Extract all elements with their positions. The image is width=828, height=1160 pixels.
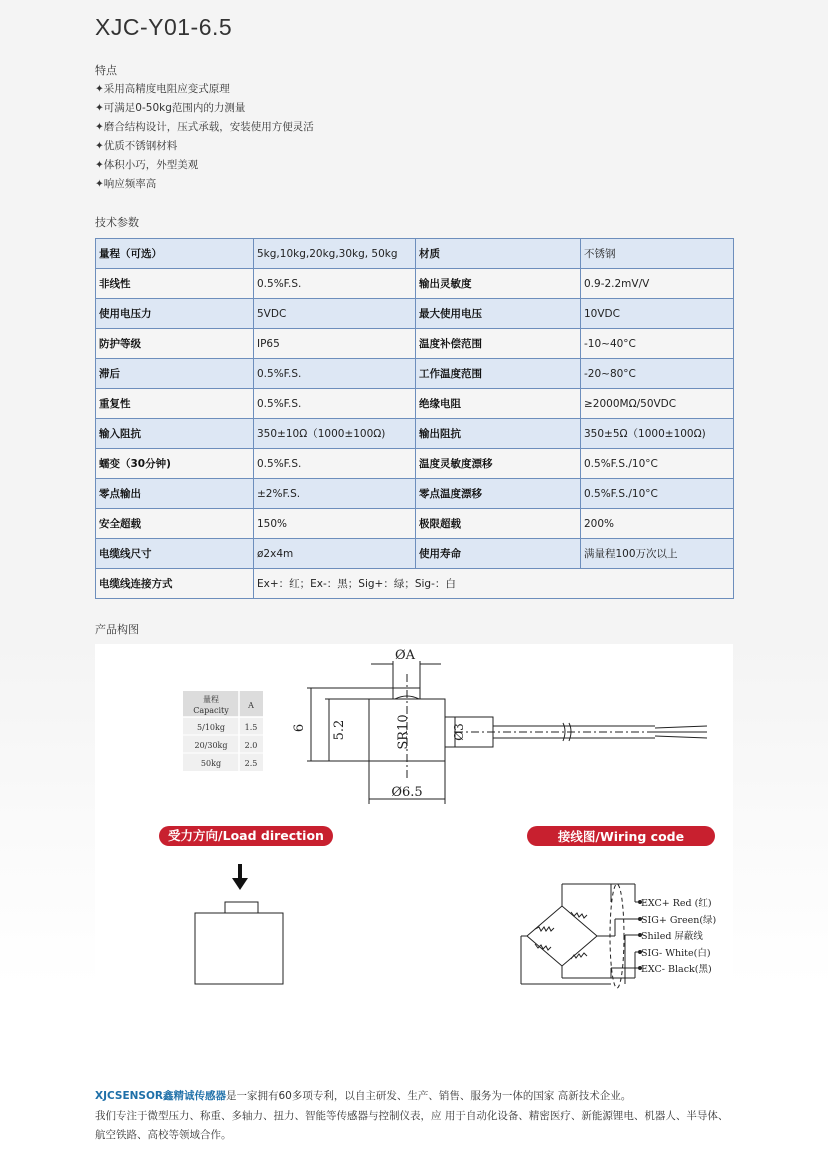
load-arrow-icon [232, 864, 248, 890]
capacity-cell: 5/10kg [197, 723, 225, 732]
spec-value: ø2x4m [254, 539, 416, 569]
intro-text-2: 我们专注于微型压力、称重、多轴力、扭力、智能等传感器与控制仪表，应 用于自动化设备、精密医疗、新能源锂电、机器人、半导体、航空铁路、高校等领域合作。 [95, 1109, 729, 1141]
capacity-cell: 2.0 [244, 741, 258, 750]
table-row [96, 509, 734, 539]
table-row [96, 269, 734, 299]
specs-heading: 技术参数 [95, 216, 139, 229]
spec-value: 0.5%F.S. [254, 449, 416, 479]
spec-key: 零点输出 [96, 479, 254, 509]
spec-value: 150% [254, 509, 416, 539]
spec-value: 0.9-2.2mV/V [581, 269, 734, 299]
wire-label: EXC+ Red (红) [641, 898, 712, 909]
spec-value: 350±5Ω（1000±100Ω) [581, 419, 734, 449]
spec-key: 绝缘电阻 [416, 389, 581, 419]
spec-key: 滞后 [96, 359, 254, 389]
spec-value: 不锈钢 [581, 239, 734, 269]
bridge-circuit [521, 884, 642, 988]
spec-key: 零点温度漂移 [416, 479, 581, 509]
feature-item: ✦响应频率高 [95, 178, 157, 190]
spec-value: 0.5%F.S. [254, 359, 416, 389]
spec-key: 最大使用电压 [416, 299, 581, 329]
wire-label: Shiled 屏蔽线 [641, 931, 703, 942]
capacity-header-a: A [248, 701, 254, 710]
table-row [96, 239, 734, 269]
table-row [96, 329, 734, 359]
capacity-cell: 20/30kg [194, 741, 228, 750]
table-row [96, 479, 734, 509]
wire-label: SIG+ Green(绿) [641, 915, 717, 926]
intro-line-1 [95, 1087, 735, 1107]
spec-key: 防护等级 [96, 329, 254, 359]
load-direction-banner [159, 826, 333, 846]
dim-dia-a: ØA [395, 648, 416, 663]
spec-key: 非线性 [96, 269, 254, 299]
table-row [96, 449, 734, 479]
spec-key: 重复性 [96, 389, 254, 419]
feature-item: ✦优质不锈钢材料 [95, 140, 178, 152]
wiring-code-label: 接线图/Wiring code [557, 829, 685, 844]
table-row [96, 299, 734, 329]
wiring-code-banner [527, 826, 715, 846]
spec-value: ≥2000MΩ/50VDC [581, 389, 734, 419]
product-drawing [95, 644, 733, 1000]
spec-key: 极限超载 [416, 509, 581, 539]
spec-key: 输出阻抗 [416, 419, 581, 449]
spec-key: 温度灵敏度漂移 [416, 449, 581, 479]
spec-value: 0.5%F.S. [254, 269, 416, 299]
spec-value: 0.5%F.S./10°C [581, 449, 734, 479]
feature-item: ✦磨合结构设计，压式承载，安装使用方便灵活 [95, 121, 314, 133]
spec-value: 0.5%F.S./10°C [581, 479, 734, 509]
table-row [96, 389, 734, 419]
capacity-header-en: Capacity [193, 706, 229, 715]
dim-radius: SR10 [396, 714, 411, 750]
spec-value: 5VDC [254, 299, 416, 329]
spec-key: 蠕变（30分钟) [96, 449, 254, 479]
features-list [95, 80, 314, 194]
wire-label: SIG- White(白) [641, 948, 711, 959]
dim-cable-dia: Ø3 [452, 723, 466, 741]
spec-key: 材质 [416, 239, 581, 269]
dim-body-dia: Ø6.5 [391, 785, 423, 800]
sensor-dimension-drawing [307, 661, 707, 804]
table-row [96, 569, 734, 599]
page-title: XJC-Y01-6.5 [95, 14, 233, 40]
spec-value: Ex+：红；Ex-：黑；Sig+：绿；Sig-：白 [254, 569, 734, 599]
dim-height: 6 [292, 723, 307, 733]
feature-item: ✦体积小巧，外型美观 [95, 159, 199, 171]
drawing-svg [95, 644, 733, 1000]
wire-labels [641, 897, 716, 975]
brand-name: XJCSENSOR鑫精诚传感器 [95, 1090, 226, 1102]
spec-key: 输出灵敏度 [416, 269, 581, 299]
features-heading: 特点 [95, 64, 117, 77]
spec-key: 电缆线尺寸 [96, 539, 254, 569]
dim-inner-height: 5.2 [332, 719, 347, 741]
capacity-cell: 2.5 [244, 759, 258, 768]
spec-value: 5kg,10kg,20kg,30kg, 50kg [254, 239, 416, 269]
company-intro [95, 1087, 735, 1146]
capacity-header-cn: 量程 [203, 695, 219, 704]
spec-value: ±2%F.S. [254, 479, 416, 509]
intro-text-1: 是一家拥有60多项专利，以自主研发、生产、销售、服务为一体的国家 高新技术企业。 [226, 1090, 632, 1102]
spec-value: 0.5%F.S. [254, 389, 416, 419]
feature-item: ✦采用高精度电阻应变式原理 [95, 83, 230, 95]
capacity-cell: 1.5 [244, 723, 258, 732]
table-row [96, 539, 734, 569]
spec-value: IP65 [254, 329, 416, 359]
table-row [96, 359, 734, 389]
table-row [96, 419, 734, 449]
spec-key: 工作温度范围 [416, 359, 581, 389]
spec-value: 10VDC [581, 299, 734, 329]
load-body-drawing [195, 902, 283, 984]
spec-key: 使用寿命 [416, 539, 581, 569]
spec-key: 温度补偿范围 [416, 329, 581, 359]
spec-value: 200% [581, 509, 734, 539]
spec-key: 安全超载 [96, 509, 254, 539]
feature-item: ✦可满足0-50kg范围内的力测量 [95, 102, 246, 114]
spec-key: 量程（可选） [96, 239, 254, 269]
spec-value: 350±10Ω（1000±100Ω) [254, 419, 416, 449]
spec-value: -10~40°C [581, 329, 734, 359]
spec-value: 满量程100万次以上 [581, 539, 734, 569]
capacity-table [183, 691, 263, 771]
spec-key: 电缆线连接方式 [96, 569, 254, 599]
spec-value: -20~80°C [581, 359, 734, 389]
wire-label: EXC- Black(黑) [641, 964, 712, 975]
spec-table [95, 238, 734, 599]
spec-key: 使用电压力 [96, 299, 254, 329]
load-direction-label: 受力方向/Load direction [168, 828, 324, 843]
structure-heading: 产品构图 [95, 623, 139, 636]
capacity-cell: 50kg [200, 759, 222, 768]
spec-key: 输入阻抗 [96, 419, 254, 449]
